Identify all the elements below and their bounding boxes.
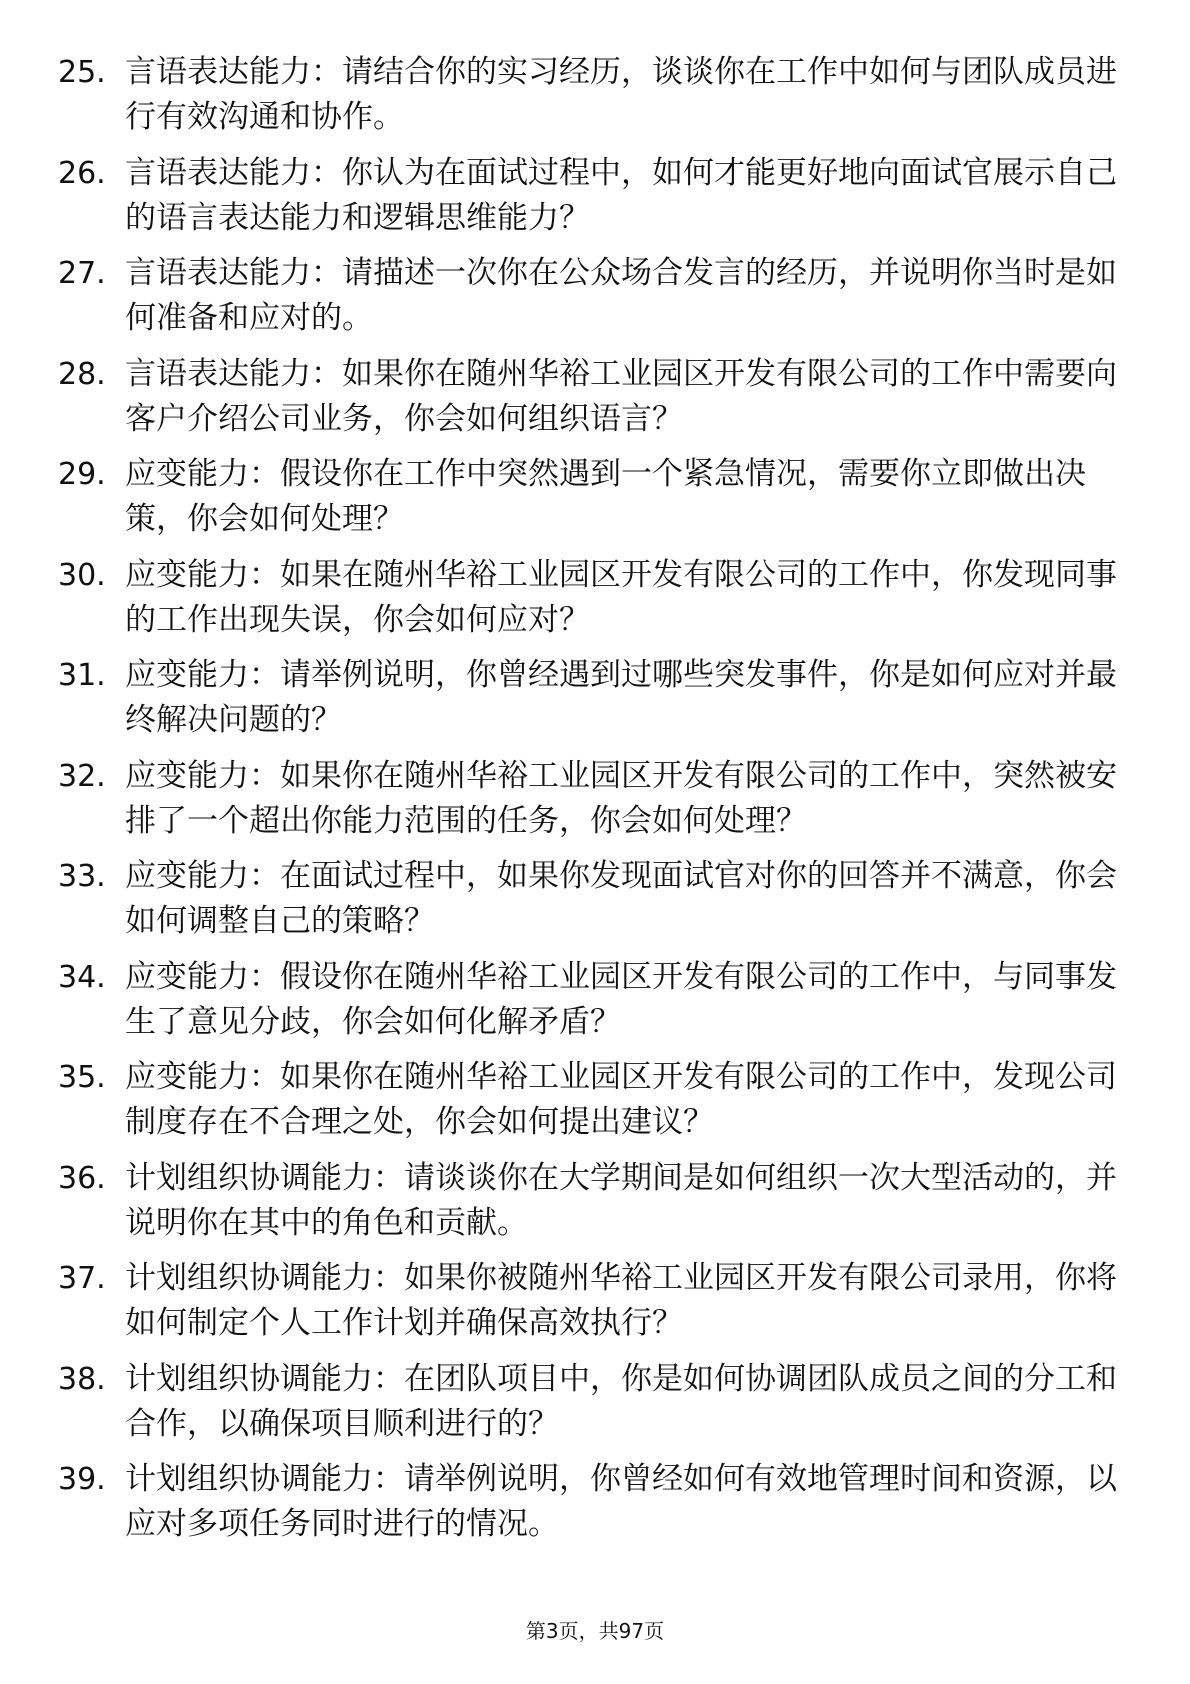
question-number: 39.	[58, 1462, 106, 1497]
question-list	[58, 50, 1118, 1558]
question-item	[58, 1156, 1118, 1246]
question-text: 计划组织协调能力：请谈谈你在大学期间是如何组织一次大型活动的，并说明你在其中的角色和贡献。	[125, 1159, 1117, 1241]
question-item	[58, 854, 1118, 944]
question-item	[58, 1357, 1118, 1447]
question-text: 计划组织协调能力：在团队项目中，你是如何协调团队成员之间的分工和合作，以确保项目顺利进行的？	[125, 1360, 1117, 1442]
question-text: 应变能力：在面试过程中，如果你发现面试官对你的回答并不满意，你会如何调整自己的策略？	[125, 858, 1117, 939]
question-number: 30.	[58, 557, 106, 593]
question-text: 言语表达能力：如果你在随州华裕工业园区开发有限公司的工作中需要向客户介绍公司业务，你会如何组织语言？	[125, 355, 1117, 437]
question-item	[58, 50, 1118, 140]
question-number: 28.	[58, 356, 106, 392]
page-footer	[0, 1617, 1190, 1645]
question-item	[58, 352, 1118, 442]
question-item	[58, 1055, 1118, 1145]
question-item	[58, 452, 1118, 542]
question-number: 32.	[58, 758, 106, 794]
question-text: 计划组织协调能力：如果你被随州华裕工业园区开发有限公司录用，你将如何制定个人工作计划并确保高效执行？	[125, 1260, 1117, 1341]
question-text: 言语表达能力：你认为在面试过程中，如何才能更好地向面试官展示自己的语言表达能力和逻辑思维能力？	[125, 154, 1117, 236]
page-number-label: 第3页，共97页	[525, 1619, 665, 1643]
question-text: 应变能力：假设你在工作中突然遇到一个紧急情况，需要你立即做出决策，你会如何处理？	[125, 456, 1086, 537]
question-item	[58, 251, 1118, 341]
question-number: 37.	[58, 1261, 106, 1296]
question-text: 应变能力：假设你在随州华裕工业园区开发有限公司的工作中，与同事发生了意见分歧，你会如何化解矛盾？	[125, 958, 1117, 1040]
question-number: 29.	[58, 457, 106, 492]
question-text: 应变能力：如果在随州华裕工业园区开发有限公司的工作中，你发现同事的工作出现失误，你会如何应对？	[125, 556, 1117, 638]
question-number: 31.	[58, 658, 106, 693]
question-item	[58, 553, 1118, 643]
question-text: 应变能力：请举例说明，你曾经遇到过哪些突发事件，你是如何应对并最终解决问题的？	[125, 657, 1117, 738]
question-text: 言语表达能力：请描述一次你在公众场合发言的经历，并说明你当时是如何准备和应对的。	[125, 255, 1117, 336]
question-item	[58, 653, 1118, 743]
question-number: 34.	[58, 959, 106, 995]
question-item	[58, 1256, 1118, 1346]
question-number: 26.	[58, 155, 106, 191]
question-text: 应变能力：如果你在随州华裕工业园区开发有限公司的工作中，发现公司制度存在不合理之处，你会如何提出建议？	[125, 1059, 1117, 1140]
question-number: 36.	[58, 1160, 106, 1196]
question-number: 27.	[58, 256, 106, 291]
question-text: 言语表达能力：请结合你的实习经历，谈谈你在工作中如何与团队成员进行有效沟通和协作。	[125, 54, 1117, 135]
question-item	[58, 754, 1118, 844]
question-number: 25.	[58, 55, 106, 90]
question-number: 38.	[58, 1361, 106, 1397]
question-number: 33.	[58, 859, 106, 894]
question-number: 35.	[58, 1060, 106, 1095]
question-item	[58, 1457, 1118, 1547]
question-text: 应变能力：如果你在随州华裕工业园区开发有限公司的工作中，突然被安排了一个超出你能力范围的任务，你会如何处理？	[125, 757, 1117, 839]
question-item	[58, 151, 1118, 241]
question-item	[58, 955, 1118, 1045]
question-text: 计划组织协调能力：请举例说明，你曾经如何有效地管理时间和资源，以应对多项任务同时进行的情况。	[125, 1461, 1117, 1542]
